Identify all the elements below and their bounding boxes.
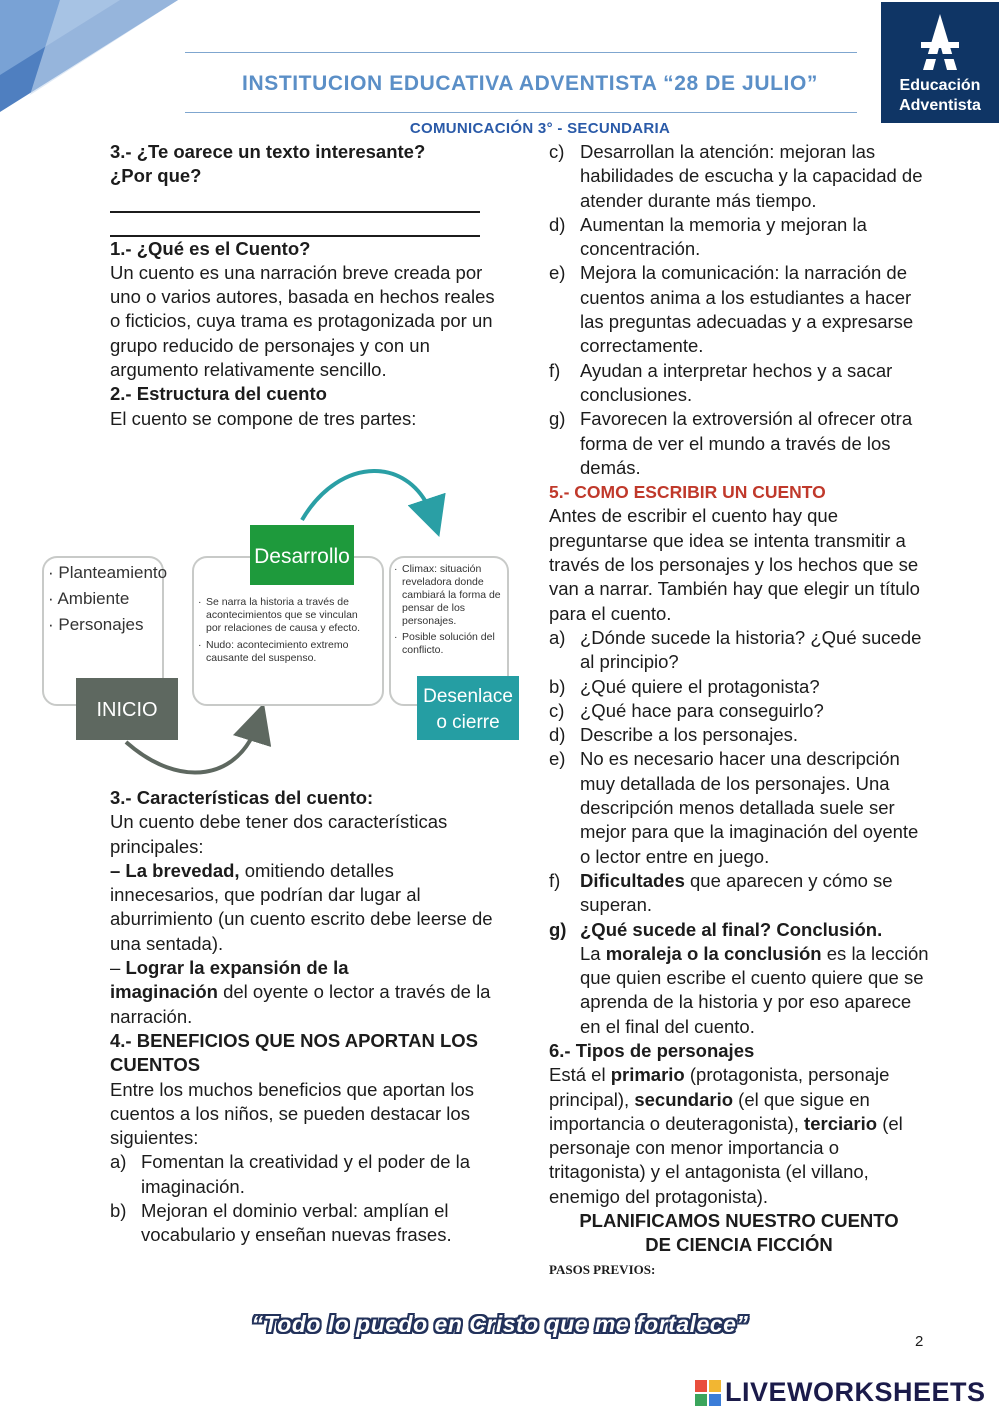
question-3-line-1: 3.- ¿Te oarece un texto interesante? — [110, 141, 426, 162]
header-rule-bottom — [185, 112, 857, 113]
section-5-title: 5.- COMO ESCRIBIR UN CUENTO — [549, 482, 826, 503]
section-2-text: El cuento se compone de tres partes: — [110, 407, 417, 429]
benefit-g: g) Favorecen la extroversión al ofrecer otra forma de ver el mundo a través de los demás. — [549, 408, 913, 478]
section-3-text: Un cuento debe tener dos características principales: — [110, 811, 448, 857]
section-2-title: 2.- Estructura del cuento — [110, 383, 327, 405]
question-3-line-2: ¿Por que? — [110, 165, 202, 187]
step-f: f) Dificultades que aparecen y cómo se superan. — [549, 869, 893, 916]
intro-item-2: · Ambiente — [48, 589, 130, 608]
logo-line-2: Adventista — [899, 97, 981, 114]
step-g: g) ¿Qué sucede al final? Conclusión. La moraleja o la conclusión es la lección que quien escribe el cuento quiere que se aprenda de la historia y por eso aparece en el final del cuento. — [549, 918, 929, 1037]
school-name: INSTITUCION EDUCATIVA ADVENTISTA “28 DE JULIO” — [242, 72, 818, 95]
plan-title-1: PLANIFICAMOS NUESTRO CUENTO — [579, 1210, 899, 1232]
section-6-title: 6.- Tipos de personajes — [549, 1039, 755, 1061]
desenlace-label-1: Desenlace — [423, 686, 513, 707]
corner-decoration — [0, 0, 180, 115]
benefit-a: a) Fomentan la creatividad y el poder de la imaginación. — [110, 1151, 471, 1197]
section-3-title: 3.- Características del cuento: — [110, 787, 374, 808]
liveworksheets-icon — [695, 1380, 721, 1406]
header-rule-top — [185, 52, 857, 53]
subject-title: COMUNICACIÓN 3° - SECUNDARIA — [409, 120, 671, 137]
plan-title-2: DE CIENCIA FICCIÓN — [645, 1234, 833, 1256]
step-e: e) No es necesario hacer una descripción muy detallada de los personajes. Una descripción menos detallada suele ser mejor para que la imaginación del oyente o lector entre en juego. — [549, 748, 919, 867]
characteristic-1: – La brevedad, omitiendo detalles innecesarios, que podrían dar lugar al aburrimiento (un cuento escrito debe leerse de una sentada). — [110, 859, 493, 954]
benefit-e: e) Mejora la comunicación: la narración de cuentos anima a los estudiantes a hacer las preguntas adecuadas y a expresarse correctamente. — [549, 262, 914, 357]
step-b: b) ¿Qué quiere el protagonista? — [549, 675, 820, 697]
right-column — [549, 140, 929, 1282]
benefit-f: f) Ayudan a interpretar hechos y a sacar conclusiones. — [549, 359, 893, 405]
step-c: c) ¿Qué hace para conseguirlo? — [549, 699, 824, 721]
desarrollo-label: Desarrollo — [254, 545, 350, 568]
answer-line-2[interactable] — [110, 213, 480, 237]
brand-text: LIVEWORKSHEETS — [725, 1377, 986, 1407]
section-4-title: 4.- BENEFICIOS QUE NOS APORTAN LOS CUENTOS — [110, 1029, 478, 1076]
climax-items: · Climax: situación reveladora donde cambiará la forma de pensar de los personajes. · Posible solución del conflicto. — [394, 563, 501, 656]
page-number: 2 — [915, 1333, 924, 1350]
desarrollo-items: · Se narra la historia a través de acontecimientos que se vinculan por relaciones de causa y efecto. · Nudo: acontecimiento extremo causante del suspenso. — [198, 596, 361, 664]
section-1-text: Un cuento es una narración breve creada por uno o varios autores, basada en hechos reales o ficticios, cuya trama es protagonizada por un grupo reducido de personajes y con un argumento relativamente sencillo. — [110, 261, 495, 381]
benefit-c: c) Desarrollan la atención: mejoran las habilidades de escucha y la capacidad de atender durante más tiempo. — [549, 141, 923, 211]
step-a: a) ¿Dónde sucede la historia? ¿Qué sucede al principio? — [549, 626, 922, 673]
intro-item-1: · Planteamiento — [48, 563, 168, 582]
education-logo — [881, 2, 999, 123]
logo-mark-icon — [915, 12, 965, 72]
answer-line-1[interactable] — [110, 189, 480, 213]
left-column-bottom — [110, 786, 495, 1248]
motto: “Todo lo puedo en Cristo que me fortalece” — [251, 1311, 749, 1337]
benefit-d: d) Aumentan la memoria y mejoran la concentración. — [549, 213, 867, 260]
pasos-previos: PASOS PREVIOS: — [549, 1261, 656, 1277]
logo-line-1: Educación — [899, 77, 981, 94]
inicio-label: INICIO — [96, 699, 158, 721]
left-column-top — [110, 140, 495, 431]
intro-item-3: · Personajes — [48, 615, 144, 634]
step-d: d) Describe a los personajes. — [549, 724, 798, 746]
characteristic-2: – Lograr la expansión de la imaginación del oyente o lector a través de la narración. — [110, 957, 491, 1027]
section-5-text: Antes de escribir el cuento hay que preguntarse que idea se intenta transmitir a través de los personajes y los hechos que se van a narrar. También hay que elegir un título para el cuento. — [549, 505, 920, 624]
desenlace-label-2: o cierre — [436, 712, 500, 733]
arrow-top — [302, 471, 433, 520]
section-4-text: Entre los muchos beneficios que aportan los cuentos a los niños, se pueden destacar los siguientes: — [110, 1078, 475, 1149]
section-6-text: Está el primario (protagonista, personaje principal), secundario (el que sigue en importancia o deuteragonista), terciario (el personaje con menor importancia o tritagonista) y el antagonista (el villano, enemigo del protagonista). — [549, 1064, 903, 1207]
story-structure-diagram — [40, 460, 520, 780]
section-1-title: 1.- ¿Qué es el Cuento? — [110, 237, 311, 259]
benefit-b: b) Mejoran el dominio verbal: amplían el vocabulario y enseñan nuevas frases. — [110, 1200, 452, 1246]
